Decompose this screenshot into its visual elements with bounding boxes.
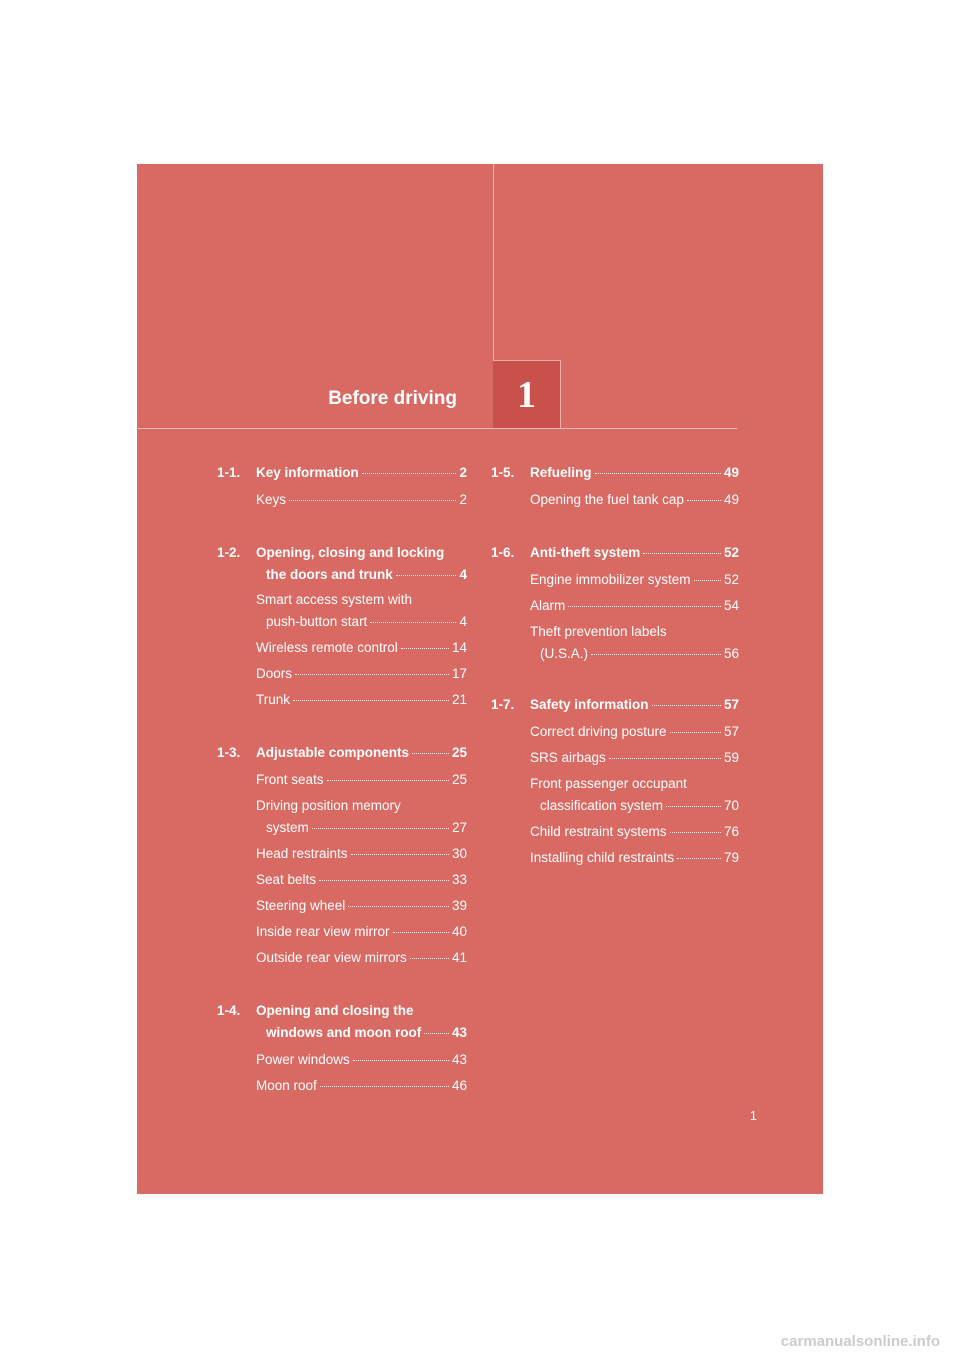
dot-leader	[694, 580, 721, 581]
toc-entry[interactable]	[530, 621, 739, 665]
entry-line2-page: 70	[723, 798, 739, 813]
toc-entry[interactable]	[256, 487, 467, 513]
section-title-line2-page: 43	[451, 1025, 467, 1040]
dot-leader	[353, 1060, 449, 1061]
section-items	[217, 1047, 467, 1099]
toc-entry[interactable]	[256, 945, 467, 971]
entry-line1: Driving position memory	[256, 798, 401, 813]
entry-page: 25	[451, 772, 467, 787]
toc-entry[interactable]	[256, 893, 467, 919]
entry-line2	[530, 795, 739, 817]
toc-entry[interactable]	[530, 773, 739, 817]
section-number: 1-6.	[491, 545, 515, 560]
entry-page: 43	[451, 1052, 467, 1067]
section-items	[217, 589, 467, 713]
page-number: 1	[749, 1108, 757, 1123]
toc-entry[interactable]	[256, 1073, 467, 1099]
dot-leader	[393, 932, 449, 933]
dot-leader	[348, 906, 449, 907]
dot-leader	[312, 828, 449, 829]
entry	[256, 767, 467, 793]
entry	[256, 1073, 467, 1099]
dot-leader	[595, 473, 721, 474]
toc-section	[217, 542, 467, 713]
entry-line2-page: 4	[459, 614, 467, 629]
toc-entry[interactable]	[256, 1047, 467, 1073]
entry-line1: Front passenger occupant	[530, 776, 687, 791]
toc-section	[491, 694, 739, 871]
section-title-text: Adjustable components	[256, 745, 410, 760]
section-title-text: Key information	[256, 465, 359, 480]
entry-text: Wireless remote control	[256, 640, 398, 655]
entry-text: Opening the fuel tank cap	[530, 492, 684, 507]
section-number: 1-5.	[491, 465, 515, 480]
toc-entry[interactable]	[256, 867, 467, 893]
section-items	[491, 487, 739, 513]
entry	[530, 845, 739, 871]
section-title-page: 49	[723, 465, 739, 480]
entry-line2-text: (U.S.A.)	[540, 646, 589, 661]
horizontal-divider	[137, 428, 737, 429]
section-title	[530, 542, 739, 564]
section-number: 1-3.	[217, 745, 241, 760]
entry	[530, 567, 739, 593]
dot-leader	[293, 700, 449, 701]
entry-text: Front seats	[256, 772, 324, 787]
entry-text: Power windows	[256, 1052, 350, 1067]
entry-page: 59	[723, 750, 739, 765]
section-title-page: 57	[723, 697, 739, 712]
entry-text: Keys	[256, 492, 287, 507]
toc-entry[interactable]	[530, 593, 739, 619]
chapter-panel	[137, 164, 823, 1194]
dot-leader	[643, 553, 721, 554]
entry-text: Head restraints	[256, 846, 348, 861]
dot-leader	[319, 880, 449, 881]
entry	[530, 745, 739, 771]
entry	[530, 593, 739, 619]
toc-entry[interactable]	[256, 687, 467, 713]
entry	[256, 1047, 467, 1073]
section-title-text: Anti-theft system	[530, 545, 641, 560]
dot-leader	[670, 832, 721, 833]
entry-line2-page: 27	[451, 820, 467, 835]
toc-left-column	[217, 462, 467, 1128]
entry	[256, 893, 467, 919]
entry-line1: Smart access system with	[256, 592, 413, 607]
entry-text: Outside rear view mirrors	[256, 950, 407, 965]
toc-entry[interactable]	[256, 919, 467, 945]
entry-text: Inside rear view mirror	[256, 924, 390, 939]
entry	[256, 687, 467, 713]
section-number: 1-4.	[217, 1003, 241, 1018]
section-heading[interactable]	[217, 542, 467, 586]
section-title-line1: Opening and closing the	[256, 1003, 414, 1018]
entry	[256, 841, 467, 867]
entry-page: 76	[723, 824, 739, 839]
section-number: 1-1.	[217, 465, 241, 480]
section-heading[interactable]	[491, 462, 739, 484]
toc-right-column	[491, 462, 739, 900]
section-title-page: 25	[451, 745, 467, 760]
entry-line2	[256, 817, 467, 839]
entry-line2-text: system	[266, 820, 309, 835]
entry-page: 33	[451, 872, 467, 887]
toc-section	[217, 462, 467, 513]
entry-text: Alarm	[530, 598, 566, 613]
toc-section	[217, 742, 467, 971]
toc-entry[interactable]	[530, 719, 739, 745]
section-title-line1: Opening, closing and locking	[256, 545, 445, 560]
entry-line2-page: 56	[723, 646, 739, 661]
entry-page: 52	[723, 572, 739, 587]
toc-section	[217, 1000, 467, 1099]
section-heading[interactable]	[217, 742, 467, 764]
entry-page: 40	[451, 924, 467, 939]
section-title-line2-text: the doors and trunk	[266, 567, 393, 582]
dot-leader	[591, 654, 721, 655]
section-title-page: 52	[723, 545, 739, 560]
dot-leader	[609, 758, 721, 759]
entry-text: Steering wheel	[256, 898, 346, 913]
dot-leader	[677, 858, 721, 859]
toc-entry[interactable]	[256, 635, 467, 661]
entry-page: 21	[451, 692, 467, 707]
toc-entry[interactable]	[530, 745, 739, 771]
chapter-number-box	[493, 360, 561, 428]
section-title-line2	[256, 564, 467, 586]
dot-leader	[289, 500, 456, 501]
entry-text: Correct driving posture	[530, 724, 667, 739]
dot-leader	[670, 732, 721, 733]
entry-text: SRS airbags	[530, 750, 606, 765]
entry	[256, 635, 467, 661]
dot-leader	[370, 622, 456, 623]
entry-page: 46	[451, 1078, 467, 1093]
dot-leader	[396, 575, 457, 576]
entry	[256, 867, 467, 893]
entry-line2	[256, 611, 467, 633]
chapter-number: 1	[517, 373, 536, 416]
entry	[256, 661, 467, 687]
section-items	[217, 767, 467, 971]
toc-section	[491, 462, 739, 513]
entry-text: Trunk	[256, 692, 291, 707]
section-heading[interactable]	[217, 1000, 467, 1044]
entry	[256, 919, 467, 945]
dot-leader	[412, 753, 449, 754]
section-heading[interactable]	[217, 462, 467, 484]
entry-text: Doors	[256, 666, 293, 681]
entry-page: 79	[723, 850, 739, 865]
dot-leader	[327, 780, 449, 781]
entry-page: 39	[451, 898, 467, 913]
entry-text: Child restraint systems	[530, 824, 667, 839]
toc-entry[interactable]	[256, 767, 467, 793]
entry-text: Installing child restraints	[530, 850, 675, 865]
dot-leader	[568, 606, 721, 607]
entry	[530, 819, 739, 845]
entry	[256, 487, 467, 513]
toc-entry[interactable]	[530, 567, 739, 593]
entry	[530, 487, 739, 513]
section-items	[217, 487, 467, 513]
section-title-line2-text: windows and moon roof	[266, 1025, 422, 1040]
section-title-page: 2	[459, 465, 467, 480]
entry-line2-text: classification system	[540, 798, 664, 813]
section-title-line2	[256, 1022, 467, 1044]
section-number: 1-7.	[491, 697, 515, 712]
entry-page: 54	[723, 598, 739, 613]
dot-leader	[351, 854, 449, 855]
section-title-line2-page: 4	[459, 567, 467, 582]
section-items	[491, 567, 739, 665]
dot-leader	[424, 1033, 449, 1034]
entry-text: Moon roof	[256, 1078, 317, 1093]
dot-leader	[320, 1086, 449, 1087]
entry-page: 41	[451, 950, 467, 965]
section-heading[interactable]	[491, 694, 739, 716]
entry	[256, 945, 467, 971]
section-title-text: Safety information	[530, 697, 649, 712]
entry-line2	[530, 643, 739, 665]
toc-entry[interactable]	[530, 487, 739, 513]
entry-page: 14	[451, 640, 467, 655]
section-title-text: Refueling	[530, 465, 592, 480]
entry-page: 17	[451, 666, 467, 681]
dot-leader	[362, 473, 457, 474]
entry-page: 30	[451, 846, 467, 861]
toc-entry[interactable]	[530, 819, 739, 845]
entry-page: 57	[723, 724, 739, 739]
entry-page: 49	[723, 492, 739, 507]
section-items	[491, 719, 739, 871]
dot-leader	[687, 500, 721, 501]
section-number: 1-2.	[217, 545, 241, 560]
toc-entry[interactable]	[256, 661, 467, 687]
toc-entry[interactable]	[256, 795, 467, 839]
entry-text: Engine immobilizer system	[530, 572, 691, 587]
section-title	[256, 742, 467, 764]
toc-entry[interactable]	[256, 589, 467, 633]
chapter-title: Before driving	[328, 388, 457, 409]
entry-page: 2	[459, 492, 467, 507]
entry-line2-text: push-button start	[266, 614, 368, 629]
section-title	[530, 694, 739, 716]
toc-section	[491, 542, 739, 665]
section-heading[interactable]	[491, 542, 739, 564]
section-title	[530, 462, 739, 484]
section-title	[256, 462, 467, 484]
dot-leader	[652, 705, 721, 706]
toc-entry[interactable]	[256, 841, 467, 867]
watermark: carmanualsonline.info	[780, 1333, 940, 1350]
entry-text: Seat belts	[256, 872, 317, 887]
toc-entry[interactable]	[530, 845, 739, 871]
dot-leader	[410, 958, 449, 959]
entry-line1: Theft prevention labels	[530, 624, 667, 639]
dot-leader	[295, 674, 449, 675]
dot-leader	[401, 648, 449, 649]
entry	[530, 719, 739, 745]
dot-leader	[666, 806, 721, 807]
